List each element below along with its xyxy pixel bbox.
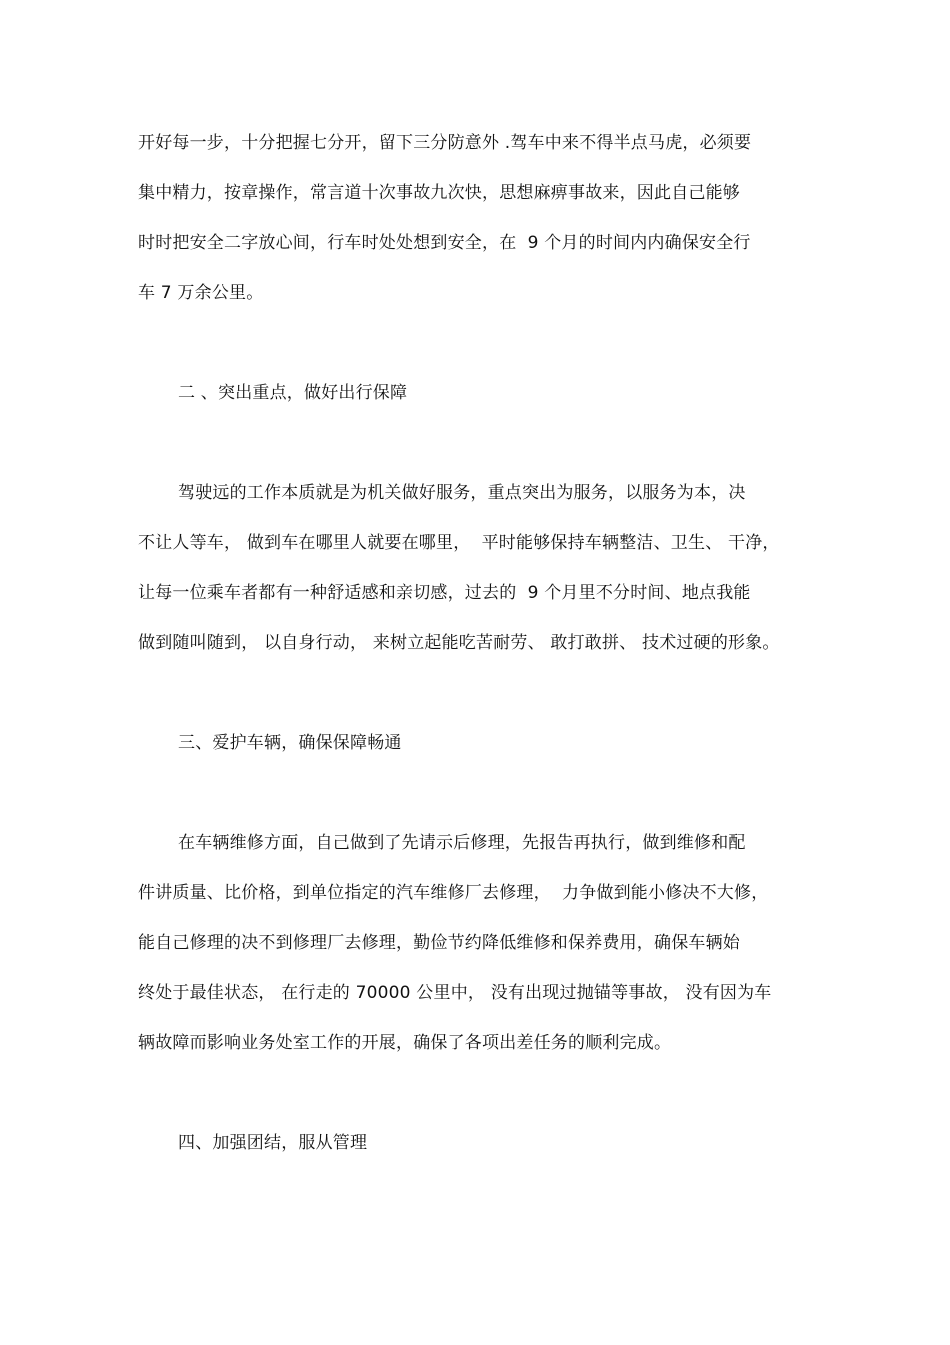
paragraph-3-line-1: 在车辆维修方面，自己做到了先请示后修理，先报告再执行，做到维修和配 — [178, 833, 746, 853]
section-heading-2: 二 、突出重点，做好出行保障 — [178, 383, 408, 403]
paragraph-2-line-3: 让每一位乘车者都有一种舒适感和亲切感，过去的 9 个月里不分时间、地点我能 — [138, 583, 751, 603]
paragraph-3-line-5: 辆故障而影响业务处室工作的开展，确保了各项出差任务的顺利完成。 — [138, 1033, 672, 1053]
section-heading-3: 三、爱护车辆，确保保障畅通 — [178, 733, 402, 753]
paragraph-3-line-4: 终处于最佳状态， 在行走的 70000 公里中， 没有出现过抛锚等事故， 没有因为车 — [138, 983, 772, 1003]
paragraph-1-line-4: 车 7 万余公里。 — [138, 283, 264, 303]
paragraph-1-line-1: 开好每一步，十分把握七分开，留下三分防意外 .驾车中来不得半点马虎，必须要 — [138, 133, 752, 153]
paragraph-2-line-1: 驾驶远的工作本质就是为机关做好服务，重点突出为服务，以服务为本，决 — [178, 483, 746, 503]
section-heading-4: 四、加强团结，服从管理 — [178, 1133, 368, 1153]
paragraph-3-line-2: 件讲质量、比价格，到单位指定的汽车维修厂去修理， 力争做到能小修决不大修， — [138, 883, 769, 903]
paragraph-2-line-4: 做到随叫随到， 以自身行动， 来树立起能吃苦耐劳、 敢打敢拼、 技术过硬的形象。 — [138, 633, 780, 653]
paragraph-2-line-2: 不让人等车， 做到车在哪里人就要在哪里， 平时能够保持车辆整洁、卫生、 干净， — [138, 533, 780, 553]
paragraph-3-line-3: 能自己修理的决不到修理厂去修理，勤俭节约降低维修和保养费用，确保车辆始 — [138, 933, 740, 953]
paragraph-1-line-2: 集中精力，按章操作，常言道十次事故九次快，思想麻痹事故来，因此自己能够 — [138, 183, 740, 203]
paragraph-1-line-3: 时时把安全二字放心间，行车时处处想到安全，在 9 个月的时间内内确保安全行 — [138, 233, 751, 253]
